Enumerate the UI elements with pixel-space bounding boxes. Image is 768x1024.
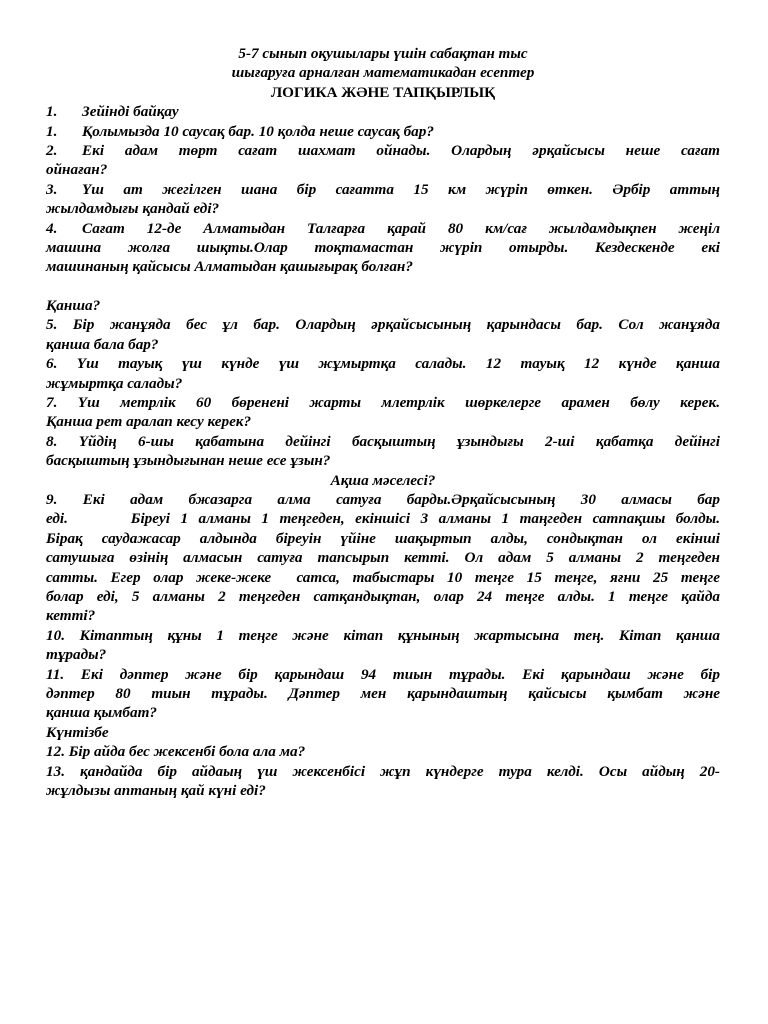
problem-text-line: 5. Бір жанұяда бес ұл бар. Олардың әрқайсысының қарындасы бар. Сол жанұяда xyxy=(46,316,720,334)
problem-text-line: машина жолға шықты.Олар тоқтамастан жүріп отырды. Кездескенде екі xyxy=(46,239,720,257)
problem-text-line: басқыштың ұзындығынан неше есе ұзын? xyxy=(46,452,331,470)
section-heading xyxy=(46,102,720,121)
problem-text-line: 9. Екі адам бжазарга алма сатуға барды.Әрқайсысының 30 алмасы бар xyxy=(46,490,720,508)
problem-item xyxy=(46,762,720,801)
problem-item xyxy=(46,490,720,626)
section-heading: Күнтізбе xyxy=(46,723,109,741)
problem-text: Қолымызда 10 саусақ бар. 10 қолда неше саусақ бар? xyxy=(82,122,434,140)
problem-item xyxy=(46,393,720,432)
problem-item xyxy=(46,122,720,141)
problem-number: 2. xyxy=(46,142,58,160)
problem-item xyxy=(46,180,720,199)
problem-text-line: Бірақ саудажасар алдында біреуін үйіне шақыртып алды, сондықтан ол екінші xyxy=(46,529,720,547)
problem-text-line: кетті? xyxy=(46,607,96,625)
problem-text-line: 12. Бір айда бес жексенбі бола ала ма? xyxy=(46,743,306,761)
header-line-1: 5-7 сынып оқушылары үшін сабақтан тыс xyxy=(238,45,528,62)
page-title: ЛОГИКА ЖӘНЕ ТАПҚЫРЛЫҚ xyxy=(270,83,496,101)
problem-text: Екі адам төрт сағат шахмат ойнады. Олардың әрқайсысы неше сағат xyxy=(82,142,720,160)
problem-text-line: 11. Екі дәптер және бір қарындаш 94 тиын тұрады. Екі қарындаш және бір xyxy=(46,665,720,683)
problem-text-line: 6. Үш тауық үш күнде үш жұмыртқа салады. 12 тауық 12 күнде қанша xyxy=(46,355,720,373)
problem-item xyxy=(46,219,720,238)
problem-item xyxy=(46,432,720,471)
problem-number: 4. xyxy=(46,219,58,237)
section-attention xyxy=(46,122,720,277)
section-heading: Қанша? xyxy=(46,296,101,314)
problem-text-line: еді. Біреуі 1 алманы 1 теңгеден, екіншісі 3 алманы 1 таңгеден сатпақшы болды. xyxy=(46,510,720,528)
problem-text-line: 10. Кітаптың құны 1 теңге және кітап құнының жартысына тең. Кітап қанша xyxy=(46,626,720,644)
problem-text-line: болар еді, 5 алманы 2 теңгеден сатқандықтан, олар 24 теңге алды. 1 теңге қайда xyxy=(46,587,720,605)
problem-item xyxy=(46,626,720,665)
problem-text-line: 8. Үйдің 6-шы қабатына дейінгі басқыштың ұзындығы 2-ші қабатқа дейінгі xyxy=(46,432,720,450)
problem-item xyxy=(46,141,720,160)
header-line-2: шығаруға арналған математикадан есептер xyxy=(231,64,535,82)
problem-text-line: сатушыға өзінің алмасын сатуға тапсырып кетті. Ол адам 5 алманы 2 теңгеден xyxy=(46,549,720,567)
problem-text-line: машинаның қайсысы Алматыдан қашығырақ болған? xyxy=(46,258,413,276)
section-heading: Ақша мәселесі? xyxy=(330,471,436,489)
problem-text-line: дәптер 80 тиын тұрады. Дәптер мен қарындаштың қайсысы қымбат және xyxy=(46,685,720,702)
problem-number: 1. xyxy=(46,122,58,140)
problem-item xyxy=(46,665,720,723)
problem-text-line: ойнаған? xyxy=(46,161,108,179)
section-number: 1. xyxy=(46,103,58,121)
problem-text-line: 13. қандайда бір айдаың үш жексенбісі жұп күндерге тура келді. Осы айдың 20- xyxy=(46,762,720,780)
problem-text-line: сатты. Егер олар жеке-жеке сатса, табыстары 10 теңге 15 теңге, яғни 25 теңге xyxy=(46,568,720,586)
problem-item xyxy=(46,354,720,393)
section-title: Зейінді байқау xyxy=(82,103,179,121)
section-calendar xyxy=(46,742,720,800)
problem-text: Үш ат жегілген шана бір сағатта 15 км жүріп өткен. Әрбір аттың xyxy=(82,180,720,198)
problem-number: 3. xyxy=(46,180,58,198)
problem-text-line: жұлдызы аптаның қай күні еді? xyxy=(46,782,266,800)
problem-text-line: 7. Үш метрлік 60 бөренені жарты млетрлік шөркелерге арамен бөлу керек. xyxy=(46,393,720,411)
problem-item xyxy=(46,315,720,354)
problem-text: Сағат 12-де Алматыдан Талғарға қарай 80 км/сағ жылдамдықпен жеңіл xyxy=(82,219,720,237)
problem-text-line: Қанша рет аралап кесу керек? xyxy=(46,413,252,431)
problem-text-line: тұрады? xyxy=(46,646,107,664)
section-how-many xyxy=(46,315,720,470)
section-money xyxy=(46,490,720,723)
problem-item xyxy=(46,742,720,761)
problem-text-line: қанша қымбат? xyxy=(46,704,157,722)
problem-text-line: қанша бала бар? xyxy=(46,335,159,353)
problem-text-line: жұмыртқа салады? xyxy=(46,374,183,392)
document xyxy=(46,44,720,800)
problem-text-line: жылдамдығы қандай еді? xyxy=(46,200,220,218)
